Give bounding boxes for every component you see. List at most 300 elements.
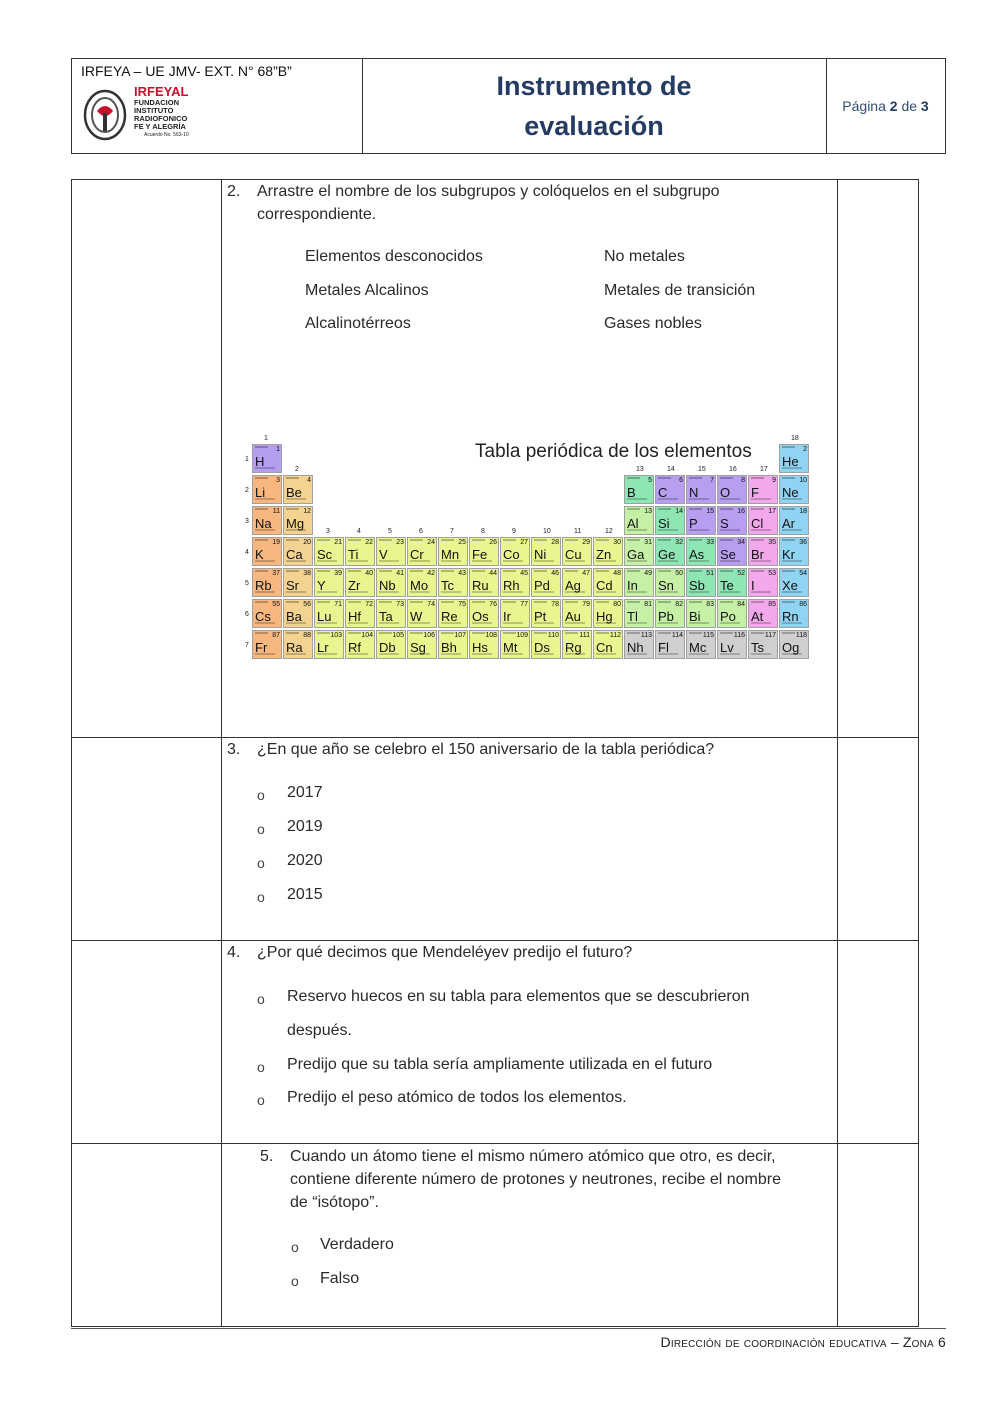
element-name-mark <box>720 498 740 500</box>
element-mass-mark <box>255 446 268 448</box>
element-number: 35 <box>768 539 776 546</box>
element-name-mark <box>472 591 492 593</box>
element-mass-mark <box>255 632 268 634</box>
element-mass-mark <box>534 601 547 603</box>
element-number: 84 <box>737 601 745 608</box>
element-mass-mark <box>379 570 392 572</box>
element-cell-at[interactable] <box>748 599 778 628</box>
element-symbol: C <box>658 485 668 500</box>
element-cell-na[interactable] <box>252 506 282 535</box>
element-cell-lu[interactable] <box>314 599 344 628</box>
element-number: 8 <box>741 477 745 484</box>
element-cell-fe[interactable] <box>469 537 499 566</box>
element-name-mark <box>658 653 678 655</box>
element-name-mark <box>627 529 647 531</box>
element-number: 23 <box>396 539 404 546</box>
radio-bullet[interactable]: o <box>257 855 265 871</box>
radio-bullet[interactable]: o <box>291 1273 299 1289</box>
element-number: 71 <box>334 601 342 608</box>
element-symbol: Mn <box>441 547 460 562</box>
q5-option-false[interactable]: Falso <box>320 1270 360 1287</box>
element-symbol: P <box>689 516 698 531</box>
element-number: 10 <box>799 477 807 484</box>
element-cell-v[interactable] <box>376 537 406 566</box>
element-number: 4 <box>307 477 311 484</box>
period-label: 5 <box>245 580 249 587</box>
element-mass-mark <box>472 632 485 634</box>
element-cell-sr[interactable] <box>283 568 313 597</box>
element-symbol: Ds <box>534 640 550 655</box>
element-cell-ag[interactable] <box>562 568 592 597</box>
element-symbol: In <box>627 578 638 593</box>
element-mass-mark <box>441 539 454 541</box>
element-cell-mt[interactable] <box>500 630 530 659</box>
element-mass-mark <box>689 508 702 510</box>
element-cell-ti[interactable] <box>345 537 375 566</box>
period-label: 1 <box>245 456 249 463</box>
element-cell-pb[interactable] <box>655 599 685 628</box>
q4-option-continuation[interactable]: después. <box>287 1022 352 1039</box>
element-number: 46 <box>551 570 559 577</box>
element-cell-n[interactable] <box>686 475 716 504</box>
element-name-mark <box>565 591 585 593</box>
element-symbol: K <box>255 547 264 562</box>
element-symbol: At <box>751 609 764 624</box>
element-symbol: Mc <box>689 640 707 655</box>
element-cell-cu[interactable] <box>562 537 592 566</box>
element-cell-rf[interactable] <box>345 630 375 659</box>
element-cell-sn[interactable] <box>655 568 685 597</box>
element-cell-mo[interactable] <box>407 568 437 597</box>
element-cell-in[interactable] <box>624 568 654 597</box>
element-number: 78 <box>551 601 559 608</box>
element-symbol: Rf <box>348 640 361 655</box>
element-cell-mg[interactable] <box>283 506 313 535</box>
element-number: 77 <box>520 601 528 608</box>
group-label: 12 <box>605 528 613 535</box>
element-cell-si[interactable] <box>655 506 685 535</box>
element-cell-i[interactable] <box>748 568 778 597</box>
element-cell-ts[interactable] <box>748 630 778 659</box>
element-cell-rb[interactable] <box>252 568 282 597</box>
element-cell-li[interactable] <box>252 475 282 504</box>
element-name-mark <box>751 529 771 531</box>
element-cell-rg[interactable] <box>562 630 592 659</box>
element-symbol: Cl <box>751 516 764 531</box>
q3-option[interactable]: 2015 <box>287 886 323 903</box>
element-cell-c[interactable] <box>655 475 685 504</box>
element-number: 18 <box>799 508 807 515</box>
element-mass-mark <box>255 539 268 541</box>
element-number: 28 <box>551 539 559 546</box>
element-cell-sg[interactable] <box>407 630 437 659</box>
radio-bullet[interactable]: o <box>257 787 265 803</box>
element-mass-mark <box>255 477 268 479</box>
element-cell-os[interactable] <box>469 599 499 628</box>
element-number: 49 <box>644 570 652 577</box>
element-mass-mark <box>720 539 733 541</box>
element-cell-ge[interactable] <box>655 537 685 566</box>
element-name-mark <box>596 560 616 562</box>
element-name-mark <box>689 622 709 624</box>
element-number: 39 <box>334 570 342 577</box>
q5-option-true[interactable]: Verdadero <box>320 1236 394 1253</box>
q4-option[interactable]: Predijo el peso atómico de todos los elementos. <box>287 1089 627 1106</box>
draggable-word[interactable]: Metales de transición <box>604 282 756 299</box>
element-mass-mark <box>782 601 795 603</box>
element-symbol: B <box>627 485 636 500</box>
element-cell-hf[interactable] <box>345 599 375 628</box>
element-name-mark <box>658 591 678 593</box>
element-mass-mark <box>286 539 299 541</box>
element-mass-mark <box>410 539 423 541</box>
period-label: 4 <box>245 549 249 556</box>
element-number: 75 <box>458 601 466 608</box>
element-cell-zn[interactable] <box>593 537 623 566</box>
element-number: 44 <box>489 570 497 577</box>
element-cell-y[interactable] <box>314 568 344 597</box>
element-number: 45 <box>520 570 528 577</box>
element-number: 73 <box>396 601 404 608</box>
element-cell-ta[interactable] <box>376 599 406 628</box>
element-symbol: Og <box>782 640 800 655</box>
element-number: 32 <box>675 539 683 546</box>
element-number: 47 <box>582 570 590 577</box>
period-label: 2 <box>245 487 249 494</box>
period-label: 7 <box>245 642 249 649</box>
element-cell-kr[interactable] <box>779 537 809 566</box>
element-name-mark <box>286 591 306 593</box>
element-symbol: Db <box>379 640 396 655</box>
element-number: 111 <box>579 632 590 639</box>
element-number: 40 <box>365 570 373 577</box>
element-number: 104 <box>361 632 373 639</box>
element-number: 81 <box>644 601 652 608</box>
element-symbol: Br <box>751 547 764 562</box>
element-number: 109 <box>516 632 528 639</box>
element-name-mark <box>627 498 647 500</box>
period-label: 3 <box>245 518 249 525</box>
element-mass-mark <box>348 632 361 634</box>
element-mass-mark <box>658 601 671 603</box>
element-name-mark <box>410 653 430 655</box>
element-cell-og[interactable] <box>779 630 809 659</box>
element-symbol: Pt <box>534 609 547 624</box>
draggable-word[interactable]: Alcalinotérreos <box>305 315 411 332</box>
element-cell-be[interactable] <box>283 475 313 504</box>
element-name-mark <box>565 560 585 562</box>
element-mass-mark <box>410 601 423 603</box>
element-mass-mark <box>565 570 578 572</box>
element-mass-mark <box>286 508 299 510</box>
group-label: 14 <box>667 466 675 473</box>
element-cell-cl[interactable] <box>748 506 778 535</box>
element-name-mark <box>596 622 616 624</box>
group-label: 3 <box>326 528 330 535</box>
element-cell-as[interactable] <box>686 537 716 566</box>
element-symbol: Fe <box>472 547 488 562</box>
element-mass-mark <box>255 570 268 572</box>
element-cell-rh[interactable] <box>500 568 530 597</box>
element-cell-bh[interactable] <box>438 630 468 659</box>
page-sep: de <box>901 98 918 114</box>
element-cell-cd[interactable] <box>593 568 623 597</box>
element-name-mark <box>720 560 740 562</box>
element-mass-mark <box>720 601 733 603</box>
element-cell-ds[interactable] <box>531 630 561 659</box>
element-symbol: He <box>782 454 799 469</box>
element-symbol: Cr <box>410 547 424 562</box>
element-number: 7 <box>710 477 714 484</box>
element-number: 26 <box>489 539 497 546</box>
element-cell-db[interactable] <box>376 630 406 659</box>
element-cell-co[interactable] <box>500 537 530 566</box>
element-symbol: Bi <box>689 609 701 624</box>
element-number: 17 <box>768 508 776 515</box>
group-label: 9 <box>512 528 516 535</box>
element-cell-au[interactable] <box>562 599 592 628</box>
element-name-mark <box>751 653 771 655</box>
element-symbol: Mt <box>503 640 518 655</box>
element-symbol: Si <box>658 516 670 531</box>
element-name-mark <box>255 591 275 593</box>
element-cell-f[interactable] <box>748 475 778 504</box>
q3-number: 3. <box>227 741 241 758</box>
element-number: 108 <box>485 632 497 639</box>
element-name-mark <box>379 622 399 624</box>
element-symbol: F <box>751 485 759 500</box>
element-cell-ne[interactable] <box>779 475 809 504</box>
element-name-mark <box>286 529 306 531</box>
element-cell-br[interactable] <box>748 537 778 566</box>
periodic-table-title: Tabla periódica de los elementos <box>475 441 752 462</box>
document-header <box>71 58 946 154</box>
radio-bullet[interactable]: o <box>257 821 265 837</box>
element-mass-mark <box>348 570 361 572</box>
element-symbol: Zn <box>596 547 612 562</box>
element-number: 106 <box>423 632 435 639</box>
element-cell-ra[interactable] <box>283 630 313 659</box>
element-name-mark <box>782 653 802 655</box>
element-name-mark <box>317 653 337 655</box>
element-cell-hg[interactable] <box>593 599 623 628</box>
element-number: 14 <box>675 508 683 515</box>
q5-text-line-2: contiene diferente número de protones y neutrones, recibe el nombre <box>290 1171 781 1188</box>
element-cell-o[interactable] <box>717 475 747 504</box>
element-cell-bi[interactable] <box>686 599 716 628</box>
radio-bullet[interactable]: o <box>291 1239 299 1255</box>
element-cell-te[interactable] <box>717 568 747 597</box>
element-name-mark <box>534 622 554 624</box>
q3-option[interactable]: 2019 <box>287 818 323 835</box>
element-cell-pd[interactable] <box>531 568 561 597</box>
element-name-mark <box>441 560 461 562</box>
element-cell-ar[interactable] <box>779 506 809 535</box>
element-cell-ca[interactable] <box>283 537 313 566</box>
element-number: 20 <box>303 539 311 546</box>
element-cell-lr[interactable] <box>314 630 344 659</box>
element-cell-hs[interactable] <box>469 630 499 659</box>
element-symbol: Lr <box>317 640 329 655</box>
element-name-mark <box>472 622 492 624</box>
element-mass-mark <box>503 601 516 603</box>
element-mass-mark <box>658 477 671 479</box>
draggable-word[interactable]: Elementos desconocidos <box>305 248 483 265</box>
element-number: 87 <box>272 632 280 639</box>
element-cell-ru[interactable] <box>469 568 499 597</box>
element-cell-w[interactable] <box>407 599 437 628</box>
element-number: 82 <box>675 601 683 608</box>
page-prefix: Página <box>842 98 886 114</box>
element-mass-mark <box>751 632 764 634</box>
element-cell-tl[interactable] <box>624 599 654 628</box>
q3-option[interactable]: 2020 <box>287 852 323 869</box>
element-mass-mark <box>317 539 330 541</box>
element-mass-mark <box>782 508 795 510</box>
element-name-mark <box>782 591 802 593</box>
element-mass-mark <box>751 477 764 479</box>
element-mass-mark <box>348 539 361 541</box>
element-name-mark <box>441 591 461 593</box>
element-cell-cs[interactable] <box>252 599 282 628</box>
element-symbol: O <box>720 485 731 500</box>
q3-text: ¿En que año se celebro el 150 aniversario de la tabla periódica? <box>257 741 715 758</box>
element-cell-nb[interactable] <box>376 568 406 597</box>
element-mass-mark <box>627 570 640 572</box>
element-name-mark <box>286 560 306 562</box>
element-name-mark <box>720 591 740 593</box>
element-number: 56 <box>303 601 311 608</box>
element-cell-lv[interactable] <box>717 630 747 659</box>
element-name-mark <box>286 498 306 500</box>
element-name-mark <box>317 622 337 624</box>
element-symbol: Au <box>565 609 581 624</box>
radio-bullet[interactable]: o <box>257 991 265 1007</box>
group-label: 1 <box>264 435 268 442</box>
element-cell-tc[interactable] <box>438 568 468 597</box>
element-cell-b[interactable] <box>624 475 654 504</box>
element-cell-p[interactable] <box>686 506 716 535</box>
draggable-word[interactable]: Gases nobles <box>604 315 702 332</box>
element-symbol: Rn <box>782 609 799 624</box>
element-name-mark <box>627 653 647 655</box>
element-cell-nh[interactable] <box>624 630 654 659</box>
element-number: 113 <box>640 632 652 639</box>
element-cell-sc[interactable] <box>314 537 344 566</box>
element-cell-xe[interactable] <box>779 568 809 597</box>
element-number: 105 <box>392 632 404 639</box>
element-mass-mark <box>534 570 547 572</box>
q3-option[interactable]: 2017 <box>287 784 323 801</box>
element-number: 30 <box>613 539 621 546</box>
element-name-mark <box>255 622 275 624</box>
element-symbol: S <box>720 516 729 531</box>
q4-option[interactable]: Reservo huecos en su tabla para elementos que se descubrieron <box>287 988 750 1005</box>
element-mass-mark <box>472 601 485 603</box>
element-symbol: Ru <box>472 578 489 593</box>
element-cell-zr[interactable] <box>345 568 375 597</box>
element-name-mark <box>255 529 275 531</box>
element-number: 1 <box>276 446 280 453</box>
element-name-mark <box>317 560 337 562</box>
element-cell-sb[interactable] <box>686 568 716 597</box>
radio-bullet[interactable]: o <box>257 1059 265 1075</box>
q2-number: 2. <box>227 183 241 200</box>
q5-number: 5. <box>260 1148 274 1165</box>
element-cell-he[interactable] <box>779 444 809 473</box>
element-cell-se[interactable] <box>717 537 747 566</box>
element-symbol: Rg <box>565 640 582 655</box>
element-cell-fr[interactable] <box>252 630 282 659</box>
element-cell-ni[interactable] <box>531 537 561 566</box>
institution-code: IRFEYA – UE JMV- EXT. N° 68”B” <box>81 63 292 79</box>
element-number: 88 <box>303 632 311 639</box>
element-symbol: Rb <box>255 578 272 593</box>
element-mass-mark <box>286 632 299 634</box>
element-symbol: Cd <box>596 578 613 593</box>
element-name-mark <box>751 622 771 624</box>
element-cell-cn[interactable] <box>593 630 623 659</box>
element-cell-fl[interactable] <box>655 630 685 659</box>
element-name-mark <box>534 653 554 655</box>
element-cell-k[interactable] <box>252 537 282 566</box>
element-cell-pt[interactable] <box>531 599 561 628</box>
element-number: 116 <box>733 632 745 639</box>
element-mass-mark <box>658 539 671 541</box>
element-cell-ba[interactable] <box>283 599 313 628</box>
element-name-mark <box>658 529 678 531</box>
element-cell-po[interactable] <box>717 599 747 628</box>
element-mass-mark <box>658 570 671 572</box>
element-number: 53 <box>768 570 776 577</box>
element-number: 3 <box>276 477 280 484</box>
element-cell-al[interactable] <box>624 506 654 535</box>
element-mass-mark <box>782 632 795 634</box>
element-number: 12 <box>303 508 311 515</box>
page-title: Instrumento de evaluación <box>496 71 692 141</box>
element-cell-rn[interactable] <box>779 599 809 628</box>
element-number: 11 <box>272 508 280 515</box>
element-cell-ga[interactable] <box>624 537 654 566</box>
element-number: 42 <box>427 570 435 577</box>
radio-bullet[interactable]: o <box>257 1092 265 1108</box>
element-mass-mark <box>503 632 516 634</box>
group-label: 10 <box>543 528 551 535</box>
element-number: 13 <box>644 508 652 515</box>
element-mass-mark <box>627 539 640 541</box>
element-cell-cr[interactable] <box>407 537 437 566</box>
element-cell-s[interactable] <box>717 506 747 535</box>
element-cell-mc[interactable] <box>686 630 716 659</box>
element-name-mark <box>317 591 337 593</box>
group-label: 11 <box>574 528 582 535</box>
element-cell-h[interactable] <box>252 444 282 473</box>
q4-option[interactable]: Predijo que su tabla sería ampliamente utilizada en el futuro <box>287 1056 713 1073</box>
element-name-mark <box>348 653 368 655</box>
element-number: 5 <box>648 477 652 484</box>
element-number: 6 <box>679 477 683 484</box>
draggable-word[interactable]: Metales Alcalinos <box>305 282 429 299</box>
radio-bullet[interactable]: o <box>257 889 265 905</box>
element-name-mark <box>534 560 554 562</box>
draggable-word[interactable]: No metales <box>604 248 685 265</box>
element-cell-mn[interactable] <box>438 537 468 566</box>
element-cell-ir[interactable] <box>500 599 530 628</box>
element-number: 22 <box>365 539 373 546</box>
element-cell-re[interactable] <box>438 599 468 628</box>
element-number: 103 <box>330 632 342 639</box>
element-name-mark <box>503 653 523 655</box>
